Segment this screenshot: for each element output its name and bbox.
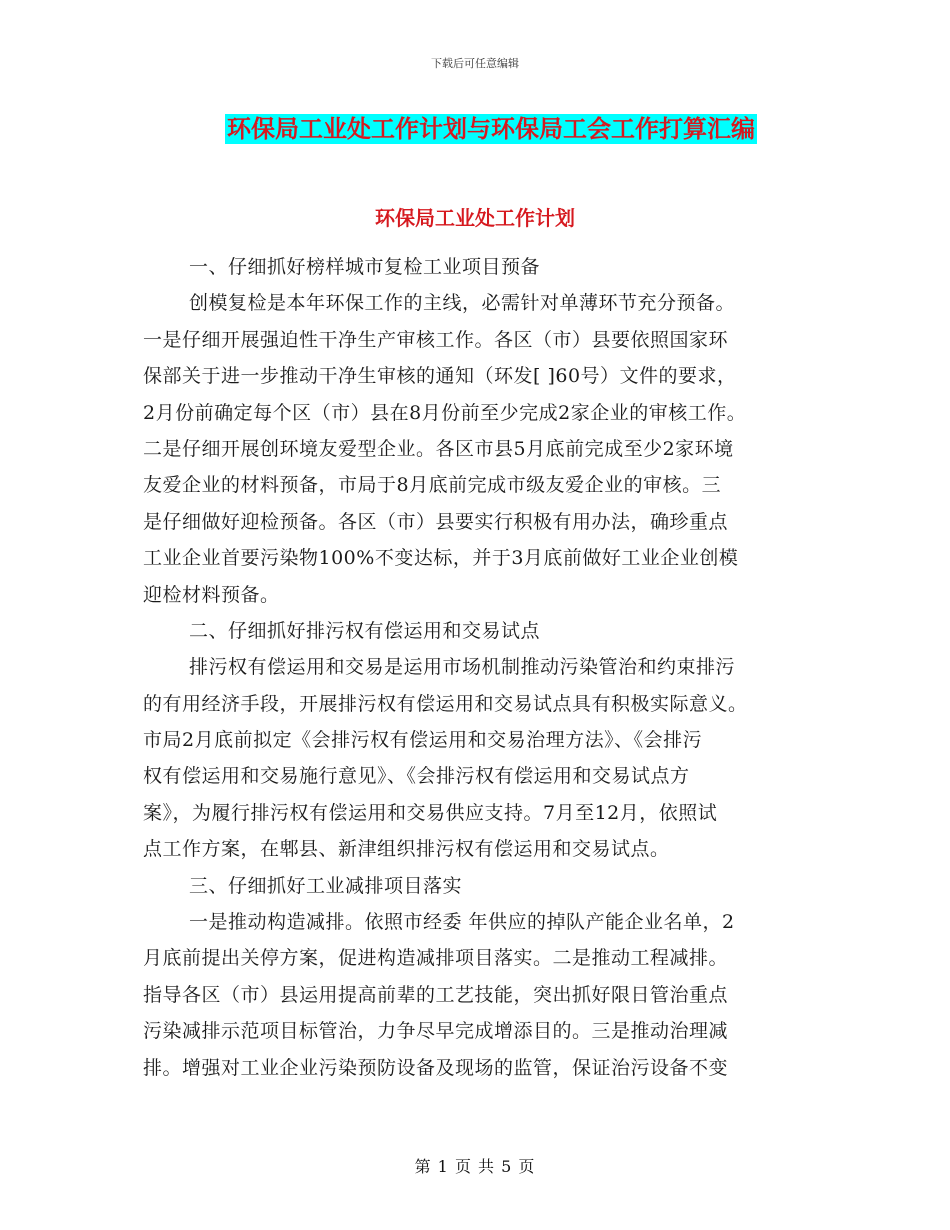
body-line: 案》，为履行排污权有偿运用和交易供应支持。7月至12月，依照试 <box>143 801 718 824</box>
body-line: 一、仔细抓好榜样城市复检工业项目预备 <box>189 256 541 278</box>
body-line: 点工作方案，在郫县、新津组织排污权有偿运用和交易试点。 <box>143 838 670 861</box>
body-line: 二、仔细抓好排污权有偿运用和交易试点 <box>189 619 541 642</box>
document-body <box>143 249 818 1086</box>
body-line: 一是仔细开展强迫性干净生产审核工作。各区（市）县要依照国家环 <box>143 328 729 351</box>
section-title: 环保局工业处工作计划 <box>375 206 575 230</box>
page-footer: 第 1 页 共 5 页 <box>414 1157 536 1176</box>
document-title-wrap <box>0 114 950 144</box>
body-line: 的有用经济手段，开展排污权有偿运用和交易试点具有积极实际意义。 <box>143 692 748 715</box>
body-line: 保部关于进一步推动干净生审核的通知（环发[ ]60号）文件的要求， <box>143 365 737 388</box>
body-line: 污染减排示范项目标管治，力争尽早完成增添目的。三是推动治理减 <box>143 1020 729 1043</box>
body-line: 是仔细做好迎检预备。各区（市）县要实行积极有用办法，确珍重点 <box>143 510 729 533</box>
body-line: 2月份前确定每个区（市）县在8月份前至少完成2家企业的审核工作。 <box>143 401 747 424</box>
body-line: 月底前提出关停方案，促进构造减排项目落实。二是推动工程减排。 <box>143 947 729 970</box>
body-line: 指导各区（市）县运用提高前辈的工艺技能，突出抓好限日管治重点 <box>143 983 729 1006</box>
body-line: 迎检材料预备。 <box>143 583 280 606</box>
body-line: 工业企业首要污染物100%不变达标，并于3月底前做好工业企业创模 <box>143 547 739 570</box>
body-line: 二是仔细开展创环境友爱型企业。各区市县5月底前完成至少2家环境 <box>143 437 734 460</box>
body-line: 创模复检是本年环保工作的主线，必需针对单薄环节充分预备。 <box>189 292 736 315</box>
body-line: 排污权有偿运用和交易是运用市场机制推动污染管治和约束排污 <box>189 656 736 679</box>
body-line: 排。增强对工业企业污染预防设备及现场的监管，保证治污设备不变 <box>143 1056 729 1079</box>
body-line: 市局2月底前拟定《会排污权有偿运用和交易治理方法》、《会排污 <box>143 729 703 752</box>
body-line: 三、仔细抓好工业减排项目落实 <box>189 874 463 897</box>
header-note: 下载后可任意编辑 <box>431 57 519 70</box>
document-title: 环保局工业处工作计划与环保局工会工作打算汇编 <box>227 115 755 143</box>
body-line: 友爱企业的材料预备，市局于8月底前完成市级友爱企业的审核。三 <box>143 474 722 497</box>
body-line: 权有偿运用和交易施行意见》、《会排污权有偿运用和交易试点方 <box>143 765 690 788</box>
body-line: 一是推动构造减排。依照市经委 年供应的掉队产能企业名单，2 <box>189 911 735 934</box>
